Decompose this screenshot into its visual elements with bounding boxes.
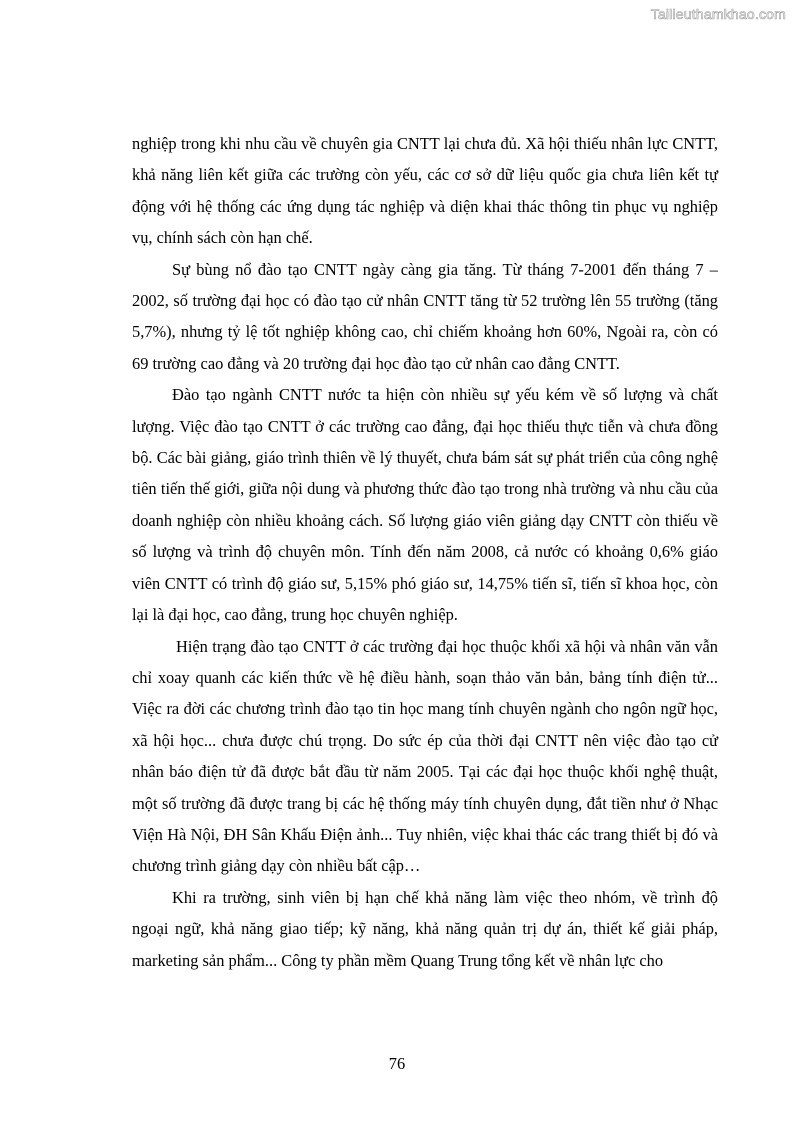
paragraph-1: nghiệp trong khi nhu cầu về chuyên gia CNTT lại chưa đủ. Xã hội thiếu nhân lực CNTT, khả năng liên kết giữa các trường còn yếu, các cơ sở dữ liệu quốc gia chưa liên kết tự động với hệ thống các ứng dụng tác nghiệp và diện khai thác thông tin phục vụ nghiệp vụ, chính sách còn hạn chế. <box>132 134 718 248</box>
paragraph-5: Khi ra trường, sinh viên bị hạn chế khả năng làm việc theo nhóm, về trình độ ngoại ngữ, khả năng giao tiếp; kỹ năng, khả năng quản trị dự án, thiết kế giải pháp, marketing sản phẩm... Công ty phần mềm Quang Trung tổng kết về nhân lực cho <box>132 887 718 970</box>
watermark-text: Tailieuthamkhao.com <box>650 6 786 22</box>
paragraph-2: Sự bùng nổ đào tạo CNTT ngày càng gia tăng. Từ tháng 7-2001 đến tháng 7 – 2002, số trường đại học có đào tạo cử nhân CNTT tăng từ 52 trường lên 55 trường (tăng 5,7%), nhưng tỷ lệ tốt nghiệp không cao, chỉ chiếm khoảng hơn 60%, Ngoài ra, còn có 69 trường cao đẳng và 20 trường đại học đào tạo cử nhân cao đẳng CNTT. <box>132 259 718 373</box>
paragraph-3: Đào tạo ngành CNTT nước ta hiện còn nhiều sự yếu kém về số lượng và chất lượng. Việc đào tạo CNTT ở các trường cao đẳng, đại học thiếu thực tiễn và chưa đồng bộ. Các bài giảng, giáo trình thiên về lý thuyết, chưa bám sát sự phát triển của công nghệ tiên tiến thế giới, giữa nội dung và phương thức đào tạo trong nhà trường và nhu cầu của doanh nghiệp còn nhiều khoảng cách. Số lượng giáo viên giảng dạy CNTT còn thiếu về số lượng và trình độ chuyên môn. Tính đến năm 2008, cả nước có khoảng 0,6% giáo viên CNTT có trình độ giáo sư, 5,15% phó giáo sư, 14,75% tiến sĩ, tiến sĩ khoa học, còn lại là đại học, cao đẳng, trung học chuyên nghiệp. <box>132 385 718 625</box>
page-number: 76 <box>388 1054 406 1073</box>
paragraph-4: Hiện trạng đào tạo CNTT ở các trường đại học thuộc khối xã hội và nhân văn vẫn chỉ xoay quanh các kiến thức về hệ điều hành, soạn thảo văn bản, bảng tính điện tử... Việc ra đời các chương trình đào tạo tin học mang tính chuyên ngành cho ngôn ngữ học, xã hội học... chưa được chú trọng. Do sức ép của thời đại CNTT nên việc đào tạo cử nhân báo điện tử đã được bắt đầu từ năm 2005. Tại các đại học thuộc khối nghệ thuật, một số trường đã được trang bị các hệ thống máy tính chuyên dụng, đắt tiền như ở Nhạc Viện Hà Nội, ĐH Sân Khấu Điện ảnh... Tuy nhiên, việc khai thác các trang thiết bị đó và chương trình giảng dạy còn nhiều bất cập… <box>132 636 718 876</box>
document-body <box>132 128 718 976</box>
